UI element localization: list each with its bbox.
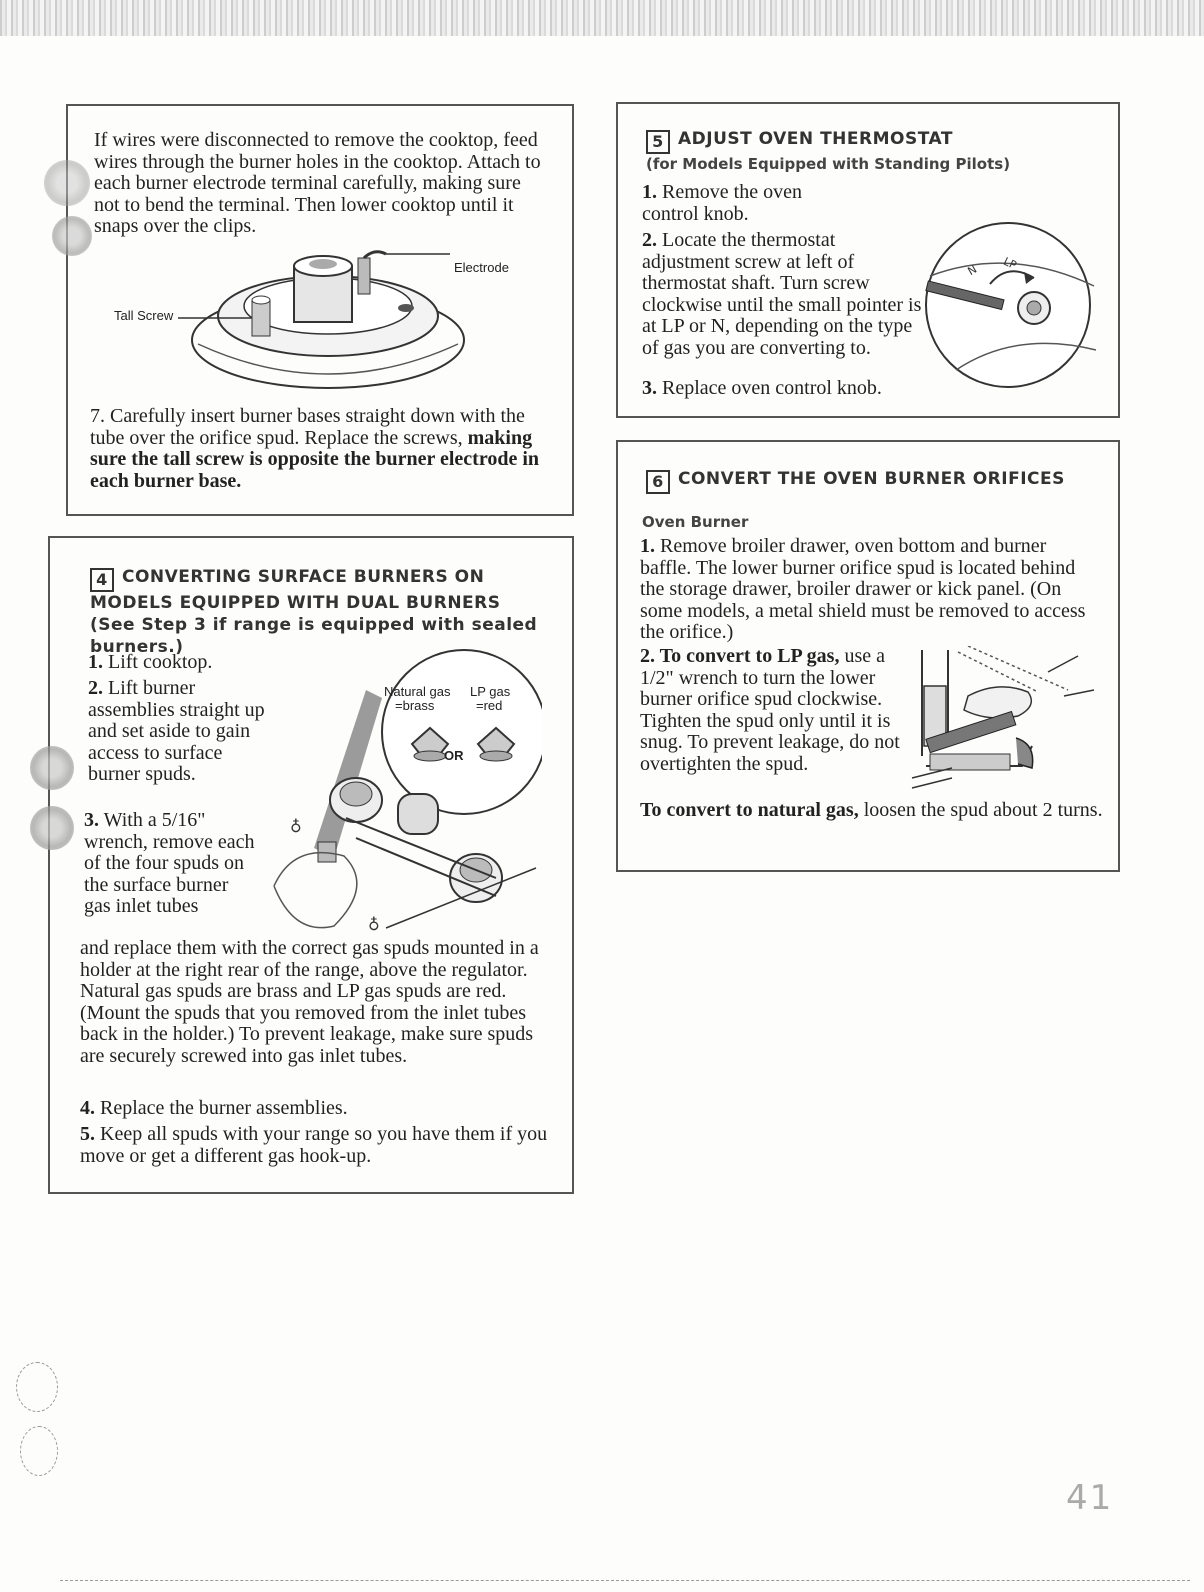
step-4-number: 4 [90, 568, 114, 592]
step-6-box [616, 440, 1120, 872]
step-5-item-1-number: 1. [642, 181, 657, 203]
step-5-box [616, 102, 1120, 418]
step-6-heading-text: CONVERT THE OVEN BURNER ORIFICES [678, 469, 1065, 489]
binder-hole-mark [30, 806, 74, 850]
step-5-item-3-number: 3. [642, 377, 657, 399]
scan-edge-top [0, 0, 1204, 36]
binder-hole-mark [30, 746, 74, 790]
step-5-heading [646, 128, 1106, 154]
step-4-box [48, 536, 574, 1194]
step-4-item-5-text: Keep all spuds with your range so you have them if you move or get a different gas hook-up. [80, 1123, 548, 1167]
page-number: 41 [1066, 1478, 1114, 1518]
callout-brass-label: =brass [395, 698, 435, 713]
binder-hole-mark [44, 160, 90, 206]
step-7-emphasis: making sure the tall screw is opposite the burner electrode in each burner base. [90, 426, 540, 492]
step-6-item-1-number: 1. [640, 535, 655, 557]
step-4-item-1-number: 1. [88, 651, 103, 673]
step-5-item-3-text: Replace oven control knob. [657, 377, 882, 399]
step-4-heading [90, 566, 550, 658]
step-4-item-3-number: 3. [84, 809, 99, 831]
svg-text:♁: ♁ [290, 817, 302, 836]
dial-lp-mark: LP [1001, 254, 1019, 273]
dial-n-mark: N [965, 262, 980, 279]
step-5-item-1-text: Remove the oven control knob. [642, 181, 802, 225]
step-4-item-2-number: 2. [88, 677, 103, 699]
step-4-item-3a [84, 810, 260, 918]
step-5-heading-text: ADJUST OVEN THERMOSTAT [678, 129, 953, 149]
step-4-item-5 [80, 1124, 550, 1167]
step-5-item-2-text: Locate the thermostat adjustment screw at left of thermostat shaft. Turn screw clockwise until the small pointer is at LP or N, depending on the type of gas you are converting to. [642, 229, 922, 359]
step-7-text [90, 406, 550, 492]
step-6-item-3 [640, 800, 1110, 822]
step-4-item-4-number: 4. [80, 1097, 95, 1119]
callout-red-label: =red [476, 698, 503, 713]
step-5-number: 5 [646, 130, 670, 154]
step-6-heading [646, 468, 1106, 494]
oven-orifice-wrench-illustration [908, 646, 1104, 796]
step-4-item-2 [88, 678, 268, 786]
step-6-number: 6 [646, 470, 670, 494]
step-4-item-1-text: Lift cooktop. [103, 651, 213, 673]
electrode-label: Electrode [454, 260, 509, 275]
cooktop-intro-text: If wires were disconnected to remove the cooktop, feed wires through the burner holes in the cooktop. Attach to each burner electrode terminal carefully, making sure not to bend the terminal. Then lower cooktop until it snaps over the clips. [94, 129, 541, 237]
step-6-subheading: Oven Burner [642, 513, 749, 531]
step-5-item-2 [642, 230, 924, 359]
step-6-item-1 [640, 536, 1100, 644]
step-6-item-2-text: use a 1/2" wrench to turn the lower burner orifice spud clockwise. Tighten the spud only until it is snug. To prevent leakage, do not overtighten the spud. [640, 645, 900, 775]
svg-text:♁: ♁ [368, 915, 380, 934]
step-6-item-2-lead: 2. To convert to LP gas, [640, 645, 840, 667]
scan-edge-bottom [60, 1580, 1190, 1581]
step-5-item-2-number: 2. [642, 229, 657, 251]
cooktop-instructions-box [66, 104, 574, 516]
step-6-item-3-text: loosen the spud about 2 turns. [858, 799, 1103, 821]
step-5-subheading: (for Models Equipped with Standing Pilots) [646, 155, 1011, 173]
binder-hole-mark [52, 216, 92, 256]
step-4-item-3-text-a: With a 5/16" wrench, remove each of the four spuds on the surface burner gas inlet tubes [84, 809, 255, 917]
punch-hole [20, 1426, 58, 1476]
step-7-body: Carefully insert burner bases straight down with the tube over the orifice spud. Replace the screws, [90, 405, 525, 449]
callout-or-label: OR [444, 748, 464, 763]
punch-hole [16, 1362, 58, 1412]
step-6-item-3-lead: To convert to natural gas, [640, 799, 859, 821]
step-6-item-1-text: Remove broiler drawer, oven bottom and burner baffle. The lower burner orifice spud is located behind the storage drawer, broiler drawer or kick panel. (On some models, a metal shield must be removed to access the orifice.) [640, 535, 1086, 643]
callout-natural-gas-label: Natural gas [384, 684, 451, 699]
step-5-item-1 [642, 182, 852, 225]
step-6-item-2 [640, 646, 904, 775]
step-4-item-3b: and replace them with the correct gas spuds mounted in a holder at the right rear of the range, above the regulator. Natural gas spuds are brass and LP gas spuds are red. (Mount the spuds that you removed from the inlet tubes back in the holder.) To prevent leakage, make sure spuds are securely screwed into gas inlet tubes. [80, 937, 539, 1067]
step-7-number: 7. [90, 405, 105, 427]
tall-screw-label: Tall Screw [114, 308, 174, 323]
step-4-item-5-number: 5. [80, 1123, 95, 1145]
step-4-item-4-text: Replace the burner assemblies. [95, 1097, 348, 1119]
callout-lp-gas-label: LP gas [470, 684, 511, 699]
step-4-heading-text: CONVERTING SURFACE BURNERS ON MODELS EQUIPPED WITH DUAL BURNERS (See Step 3 if range is equipped with sealed burners.) [90, 567, 538, 657]
step-4-item-4 [80, 1098, 548, 1120]
step-4-item-2-text: Lift burner assemblies straight up and set aside to gain access to surface burner spuds. [88, 677, 265, 785]
thermostat-adjust-illustration [916, 220, 1100, 390]
